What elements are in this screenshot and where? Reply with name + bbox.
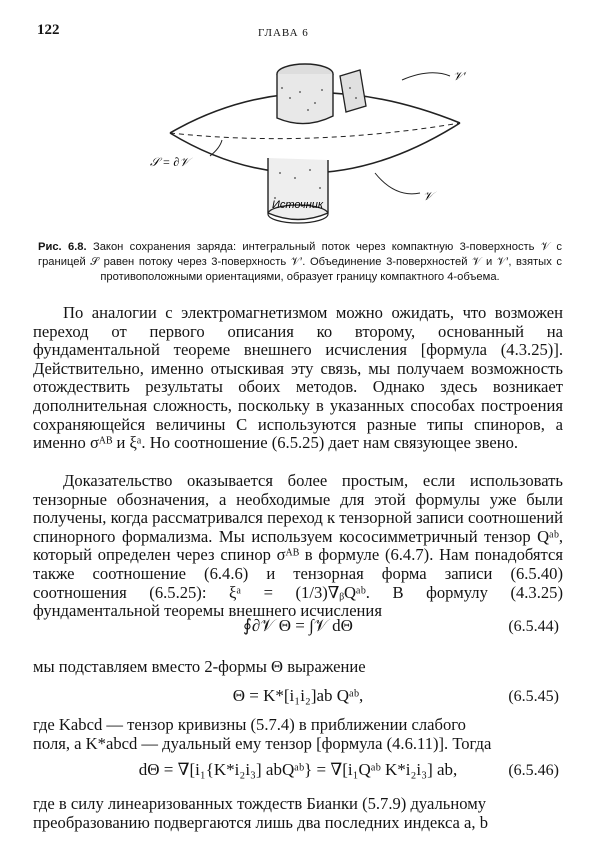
leader-v <box>375 173 420 194</box>
leader-v-prime <box>402 73 450 80</box>
line-after-eq1: мы подставляем вместо 2-формы Θ выражение <box>33 657 366 676</box>
paragraph-4-line-1: где в силу линеаризованных тождеств Бианки (5.7.9) дуальному <box>33 794 487 813</box>
paragraph-1 <box>33 304 563 453</box>
caption-text: Закон сохранения заряда: интегральный поток через компактную 3-поверхность 𝒱 с границей 𝒮 равен потоку через 3-поверхность 𝒱′. Объединение 3-поверхностей 𝒱 и 𝒱′, взятых с противоположными ориентациями, образует границу компактного 4-объема. <box>38 241 563 283</box>
chapter-title: ГЛАВА 6 <box>258 27 309 39</box>
label-boundary: 𝒮 = ∂𝒱 <box>150 155 190 169</box>
label-v-prime: 𝒱′ <box>453 69 466 83</box>
equation-6-5-44-body: ∮∂𝒱 Θ = ∫𝒱 dΘ <box>243 616 353 635</box>
tube-branch <box>340 70 366 112</box>
label-v: 𝒱 <box>423 189 433 203</box>
paragraph-4-line-2: преобразованию подвергаются лишь два последних индекса a, b <box>33 813 488 832</box>
paragraph-3-line-1: где Kabcd — тензор кривизны (5.7.4) в приближении слабого <box>33 715 466 734</box>
caption-lead: Рис. 6.8. <box>38 241 87 253</box>
equation-6-5-46 <box>33 756 563 796</box>
equation-6-5-44-number: (6.5.44) <box>508 618 559 635</box>
equation-6-5-46-number: (6.5.46) <box>508 762 559 779</box>
equation-6-5-46-body: dΘ = ∇[i₁{K*i₂i₃] abQᵃᵇ} = ∇[i₁Qᵃᵇ K*i₂i₃] ab, <box>138 760 458 779</box>
page-number: 122 <box>37 22 60 38</box>
figure-caption <box>38 240 562 285</box>
label-source: Источник <box>272 199 324 211</box>
figure-6-8 <box>150 48 480 233</box>
paragraph-2 <box>33 472 563 621</box>
paragraph-3-line-2: поля, а K*abcd — дуальный ему тензор [формула (4.6.11)]. Тогда <box>33 734 492 753</box>
equation-6-5-45-body: Θ = K*[i₁i₂]ab Qᵃᵇ, <box>232 686 364 705</box>
equation-6-5-44 <box>33 610 563 650</box>
paragraph-2-text: Доказательство оказывается более простым, если использовать тензорные обозначения, а необходимые для этой формулы уже были получены, когда рассматривался переход к тензорной записи соотношений спинорного формализма. Мы используем кососимметричный тензор Qᵃᵇ, который определен через спинор σᴬᴮ в формуле (6.4.7). Нам понадобятся также соотношение (6.4.6) и тензорная форма записи (6.5.40) соотношения (6.5.25): ξᵃ = (1/3)∇ᵦQᵃᵇ. В формулу (4.3.25) фундаментальной теоремы внешнего исчисления <box>33 471 563 621</box>
paragraph-1-text: По аналогии с электромагнетизмом можно ожидать, что возможен переход от первого описания ко второму, основанный на фундаментальной теореме внешнего исчисления [формула (4.3.25)]. Действительно, именно отыскивая эту связь, мы получаем возможность отождествить результаты обоих методов. Однако здесь возникает дополнительная сложность, поскольку в указанных способах построения сохраняющейся величины C используются разные типы спиноров, а именно σᴬᴮ и ξᵃ. Но соотношение (6.5.25) дает нам связующее звено. <box>33 303 563 453</box>
tube-upper-body <box>277 74 333 124</box>
lens-equator <box>170 123 460 139</box>
equation-6-5-45-number: (6.5.45) <box>508 688 559 705</box>
